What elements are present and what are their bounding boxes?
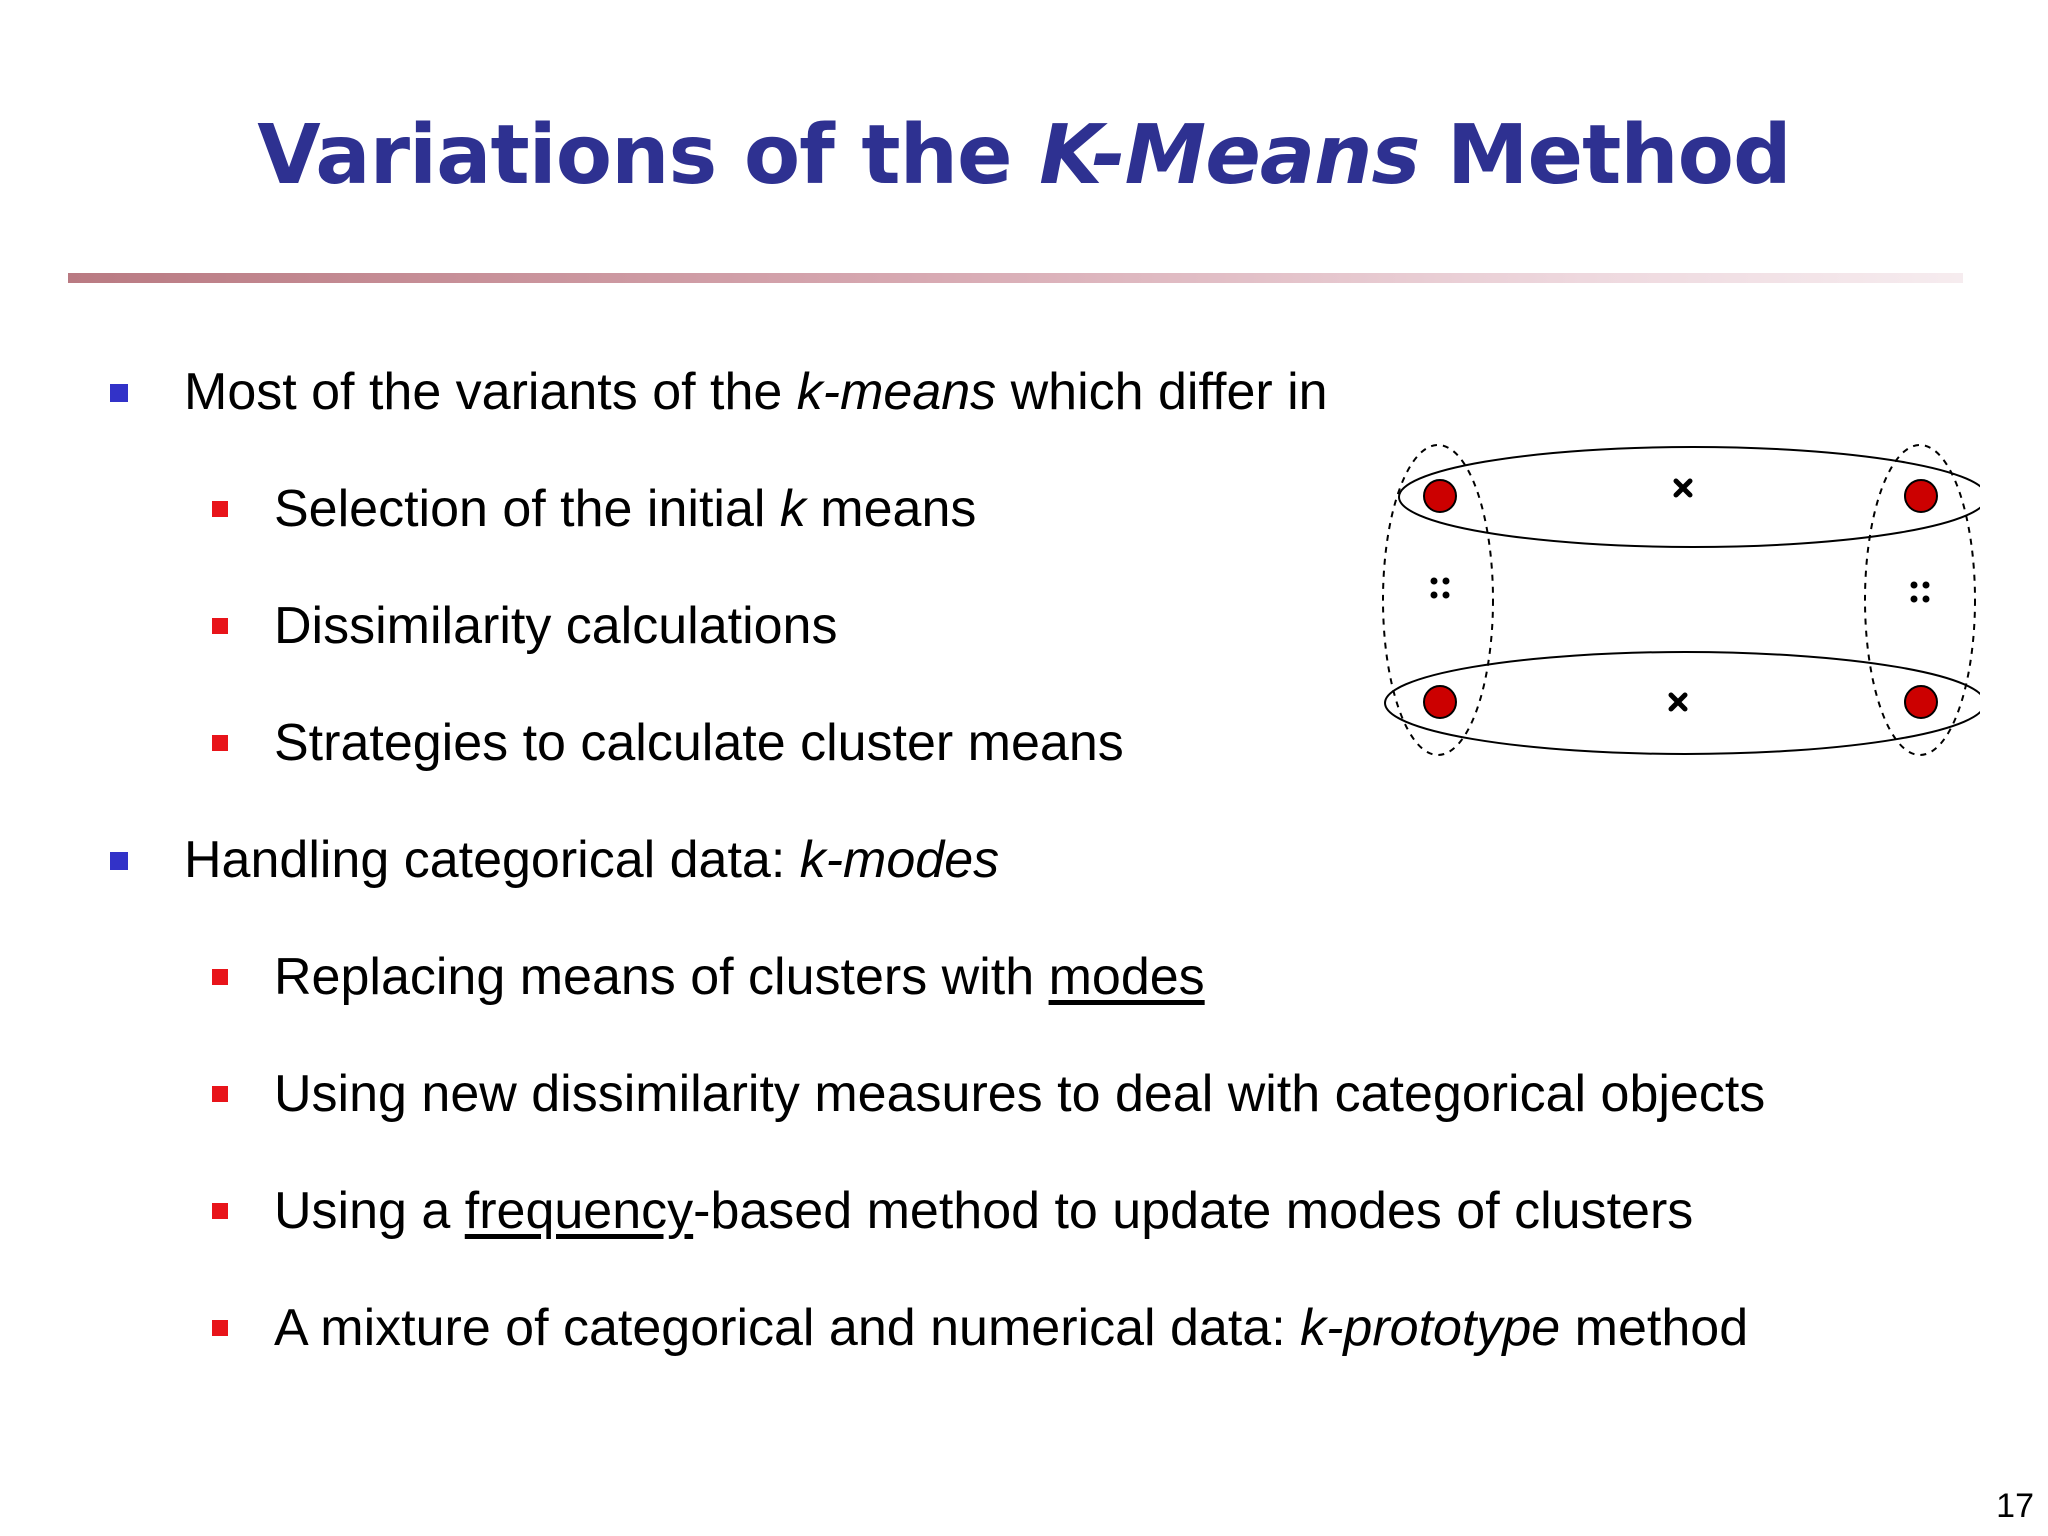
subbullet-dissimilarity: Dissimilarity calculations: [274, 596, 837, 656]
centroid-dots-right: [1911, 582, 1930, 603]
subbullet-marker: [212, 1086, 228, 1102]
subbullet-marker: [212, 618, 228, 634]
subbullet-marker: [212, 501, 228, 517]
data-point-bottom-right: [1905, 686, 1937, 718]
subbullet-marker: [212, 735, 228, 751]
centroid-cross-bottom: [1671, 695, 1685, 709]
subbullet-initial-means: Selection of the initial k means: [274, 479, 976, 539]
subbullet-marker: [212, 969, 228, 985]
data-point-top-right: [1905, 480, 1937, 512]
bullet-marker: [110, 852, 128, 870]
data-point-bottom-left: [1424, 686, 1456, 718]
subbullet-marker: [212, 1320, 228, 1336]
subbullet-new-dissimilarity: Using new dissimilarity measures to deal with categorical objects: [274, 1064, 1765, 1124]
bullet-categorical-data: Handling categorical data: k-modes: [184, 830, 999, 890]
subbullet-modes: Replacing means of clusters with modes: [274, 947, 1205, 1007]
page-number: 17: [1996, 1487, 2034, 1525]
title-divider: [68, 273, 1963, 283]
subbullet-frequency: Using a frequency-based method to update modes of clusters: [274, 1181, 1693, 1241]
centroid-cross-top: [1676, 481, 1690, 495]
bullet-marker: [110, 384, 128, 402]
centroid-dots-left: [1431, 578, 1450, 599]
data-point-top-left: [1424, 480, 1456, 512]
bullet-kmeans-variants: Most of the variants of the k-means which differ in: [184, 362, 1328, 422]
subbullet-marker: [212, 1203, 228, 1219]
subbullet-cluster-means: Strategies to calculate cluster means: [274, 713, 1124, 773]
subbullet-k-prototype: A mixture of categorical and numerical data: k-prototype method: [274, 1298, 1748, 1358]
clustering-diagram: [1360, 440, 1980, 770]
slide-title: Variations of the K-Means Method: [257, 108, 1791, 203]
